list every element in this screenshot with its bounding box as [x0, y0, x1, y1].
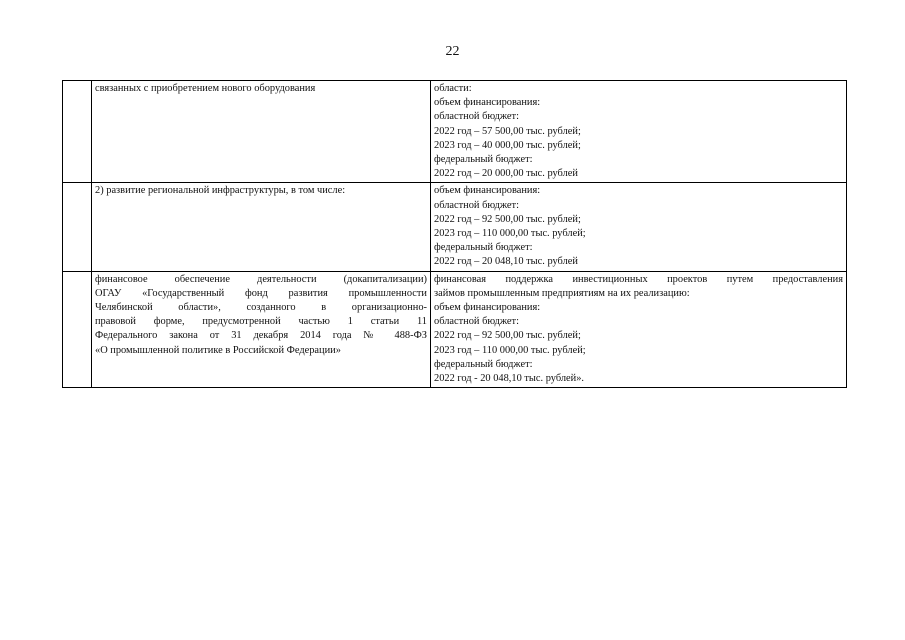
text-line: связанных с приобретением нового оборудования	[95, 83, 316, 94]
text-line: области:	[434, 83, 472, 94]
text-line: 2022 год – 20 000,00 тыс. рублей	[434, 168, 578, 180]
text-line: «О промышленной политике в Российской Федерации»	[95, 344, 341, 356]
text-line: 2) развитие региональной инфраструктуры, в том числе:	[95, 185, 346, 197]
row-number-cell	[63, 81, 92, 183]
text-line: федеральный бюджет:	[434, 154, 533, 166]
description-cell	[92, 183, 431, 271]
text-line: 2022 год – 92 500,00 тыс. рублей;	[434, 330, 581, 342]
text-line: финансовое обеспечение деятельности (докапитализации)	[95, 273, 427, 285]
text-line: областной бюджет:	[434, 316, 519, 328]
text-line: объем финансирования:	[434, 302, 541, 314]
text-line: 2022 год – 57 500,00 тыс. рублей;	[434, 125, 581, 137]
row-number-cell	[63, 183, 92, 271]
table-row	[63, 81, 847, 183]
table-row	[63, 271, 847, 388]
text-line: Челябинской области», созданного в организационно-	[95, 302, 427, 314]
text-line: областной бюджет:	[434, 111, 519, 123]
text-line: ОГАУ «Государственный фонд развития промышленности	[95, 287, 427, 299]
text-line: финансовая поддержка инвестиционных проектов путем предоставления	[434, 273, 843, 285]
text-line: 2023 год – 110 000,00 тыс. рублей;	[434, 344, 586, 356]
description-cell	[92, 271, 431, 388]
text-line: займов промышленным предприятиям на их реализацию:	[434, 287, 690, 299]
program-table	[62, 80, 847, 388]
financing-cell	[431, 271, 847, 388]
text-line: правовой форме, предусмотренной частью 1 статьи 11	[95, 316, 427, 328]
text-line: 2023 год – 110 000,00 тыс. рублей;	[434, 228, 586, 240]
financing-cell	[431, 183, 847, 271]
text-line: областной бюджет:	[434, 199, 519, 211]
description-cell	[92, 81, 431, 183]
text-line: объем финансирования:	[434, 185, 541, 197]
text-line: 2022 год – 20 048,10 тыс. рублей	[434, 256, 578, 268]
text-line: 2023 год – 40 000,00 тыс. рублей;	[434, 139, 581, 151]
text-line: объем финансирования:	[434, 97, 541, 109]
text-line: федеральный бюджет:	[434, 358, 533, 370]
text-line: Федерального закона от 31 декабря 2014 года № 488-ФЗ	[95, 330, 427, 342]
table-row	[63, 183, 847, 271]
financing-cell	[431, 81, 847, 183]
row-number-cell	[63, 271, 92, 388]
text-line: 2022 год - 20 048,10 тыс. рублей».	[434, 373, 585, 385]
page-number: 22	[445, 44, 460, 59]
text-line: 2022 год – 92 500,00 тыс. рублей;	[434, 213, 581, 225]
text-line: федеральный бюджет:	[434, 242, 533, 254]
